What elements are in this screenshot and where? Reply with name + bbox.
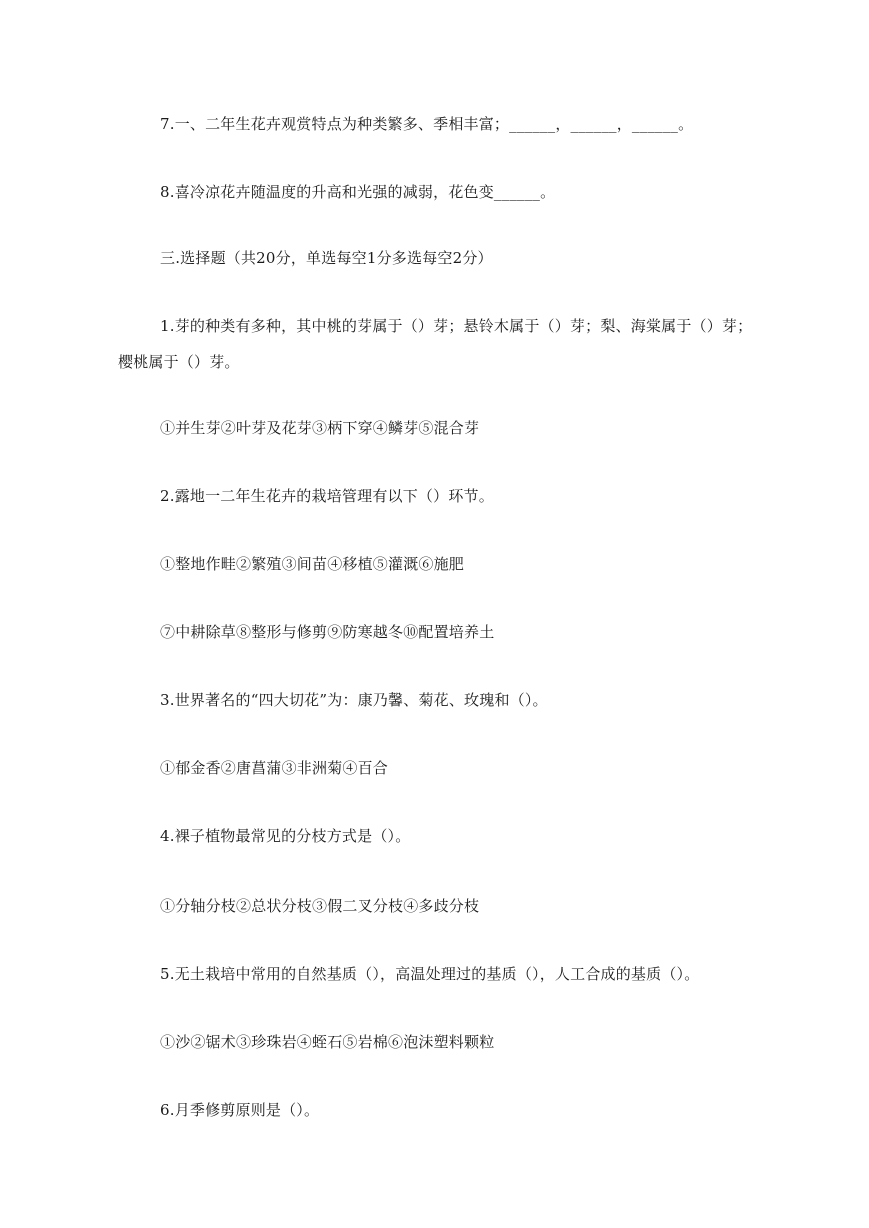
question-1-text-continued: 樱桃属于（）芽。 — [118, 353, 240, 371]
question-7-fill-blank: 7.一、二年生花卉观赏特点为种类繁多、季相丰富；______，______，______。 — [160, 115, 694, 133]
question-8-fill-blank: 8.喜冷凉花卉随温度的升高和光强的减弱，花色变______。 — [160, 183, 556, 201]
question-3-options: ①郁金香②唐菖蒲③非洲菊④百合 — [160, 759, 389, 777]
question-1-text: 1.芽的种类有多种，其中桃的芽属于（）芽；悬铃木属于（）芽；梨、海棠属于（）芽； — [160, 317, 753, 335]
question-6-text: 6.月季修剪原则是（）。 — [160, 1101, 320, 1119]
section-heading-multiple-choice: 三.选择题（共20分，单选每空1分多选每空2分） — [160, 249, 493, 267]
question-4-options: ①分轴分枝②总状分枝③假二叉分枝④多歧分枝 — [160, 897, 480, 915]
question-2-options-row-2: ⑦中耕除草⑧整形与修剪⑨防寒越冬⑩配置培养土 — [160, 623, 495, 641]
question-5-options: ①沙②锯术③珍珠岩④蛭石⑤岩棉⑥泡沫塑料颗粒 — [160, 1033, 495, 1051]
question-2-options-row-1: ①整地作畦②繁殖③间苗④移植⑤灌溉⑥施肥 — [160, 555, 465, 573]
question-1-options: ①并生芽②叶芽及花芽③柄下穿④鳞芽⑤混合芽 — [160, 419, 480, 437]
question-4-text: 4.裸子植物最常见的分枝方式是（）。 — [160, 827, 411, 845]
question-3-text: 3.世界著名的“四大切花”为：康乃馨、菊花、玫瑰和（）。 — [160, 691, 548, 709]
question-5-text: 5.无土栽培中常用的自然基质（），高温处理过的基质（），人工合成的基质（）。 — [160, 965, 700, 983]
question-2-text: 2.露地一二年生花卉的栽培管理有以下（）环节。 — [160, 487, 494, 505]
